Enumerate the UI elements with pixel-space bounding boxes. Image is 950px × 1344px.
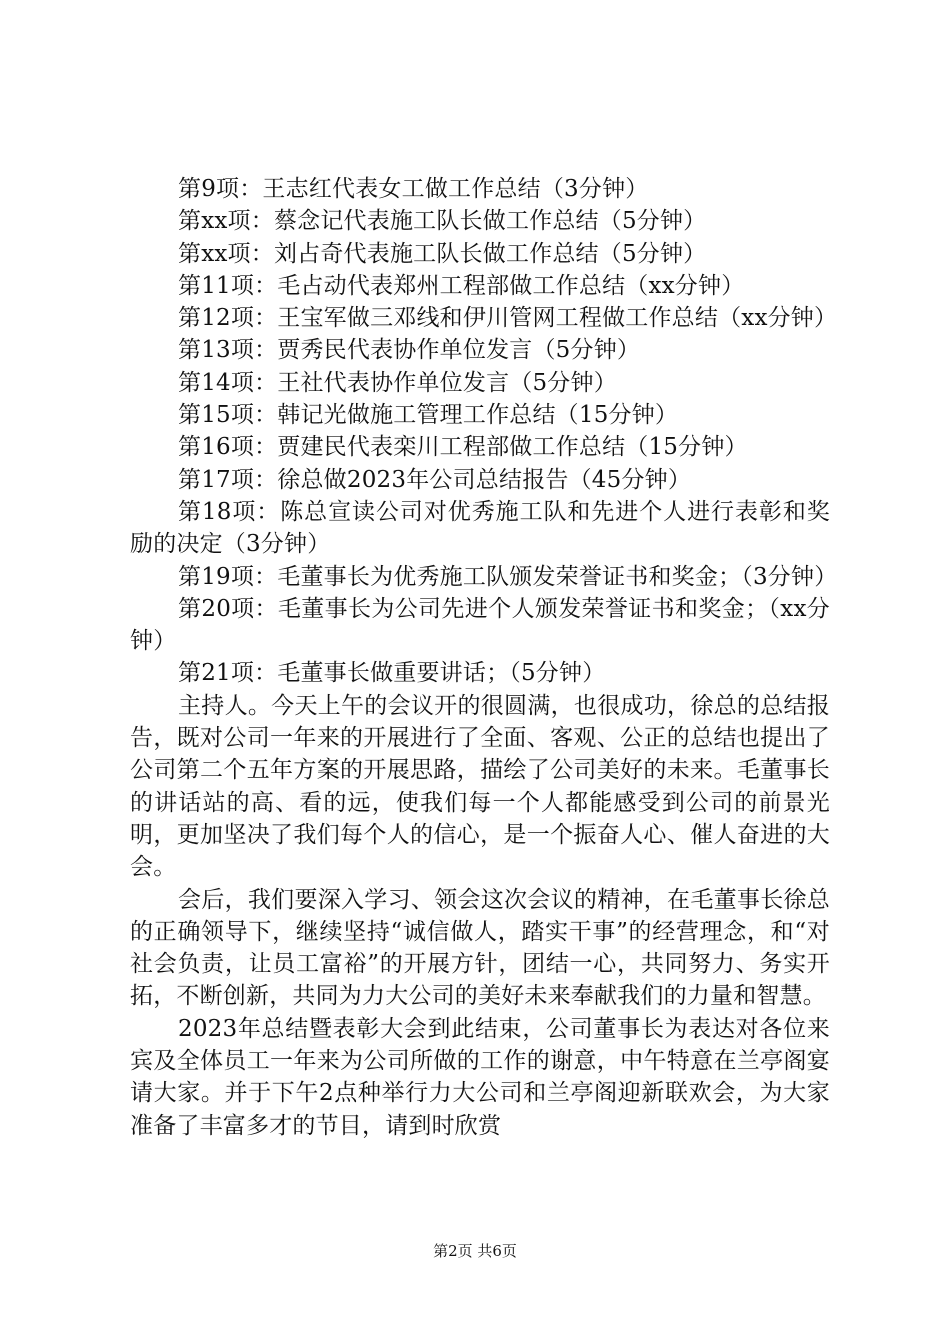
document-body xyxy=(130,173,838,1142)
announcement-paragraph: 2023年总结暨表彰大会到此结束，公司董事长为表达对各位来宾及全体员工一年来为公司所做的工作的谢意，中午特意在兰亭阁宴请大家。并于下午2点种举行力大公司和兰亭阁迎新联欢会，为大家准备了丰富多才的节目，请到时欣赏 xyxy=(130,1015,830,1139)
host-remarks-paragraph: 主持人。今天上午的会议开的很圆满，也很成功，徐总的总结报告，既对公司一年来的开展进行了全面、客观、公正的总结也提出了公司第二个五年方案的开展思路，描绘了公司美好的未来。毛董事长的讲话站的高、看的远，使我们每一个人都能感受到公司的前景光明，更加坚决了我们每个人的信心，是一个振奋人心、催人奋进的大会。 xyxy=(130,692,830,881)
agenda-item-14: 第14项：王社代表协作单位发言（5分钟） xyxy=(178,369,617,396)
agenda-item-11: 第11项：毛占动代表郑州工程部做工作总结（xx分钟） xyxy=(178,272,745,299)
agenda-item-19: 第19项：毛董事长为优秀施工队颁发荣誉证书和奖金；（3分钟） xyxy=(178,563,838,590)
page-number-footer: 第2页 共6页 xyxy=(433,1242,517,1260)
closing-paragraph: 会后，我们要深入学习、领会这次会议的精神，在毛董事长徐总的正确领导下，继续坚持“诚信做人，踏实干事”的经营理念，和“对社会负责，让员工富裕”的开展方针，团结一心，共同努力、务实开拓，不断创新，共同为力大公司的美好未来奉献我们的力量和智慧。 xyxy=(130,886,830,1010)
agenda-item-15: 第15项：韩记光做施工管理工作总结（15分钟） xyxy=(178,402,679,429)
agenda-item-20: 第20项：毛董事长为公司先进个人颁发荣誉证书和奖金；（xx分钟） xyxy=(130,595,830,655)
agenda-item-9: 第9项：王志红代表女工做工作总结（3分钟） xyxy=(178,176,649,202)
agenda-item-16: 第16项：贾建民代表栾川工程部做工作总结（15分钟） xyxy=(178,434,748,461)
agenda-item-17: 第17项：徐总做2023年公司总结报告（45分钟） xyxy=(178,466,692,493)
agenda-item-12: 第12项：王宝军做三邓线和伊川管网工程做工作总结（xx分钟） xyxy=(178,305,838,332)
agenda-item-18: 第18项：陈总宣读公司对优秀施工队和先进个人进行表彰和奖励的决定（3分钟） xyxy=(130,498,830,558)
agenda-item-13: 第13项：贾秀民代表协作单位发言（5分钟） xyxy=(178,337,641,364)
agenda-item-21: 第21项：毛董事长做重要讲话；（5分钟） xyxy=(178,660,606,687)
agenda-item-10b: 第xx项：刘占奇代表施工队长做工作总结（5分钟） xyxy=(178,240,707,267)
agenda-item-10a: 第xx项：蔡念记代表施工队长做工作总结（5分钟） xyxy=(178,208,707,235)
